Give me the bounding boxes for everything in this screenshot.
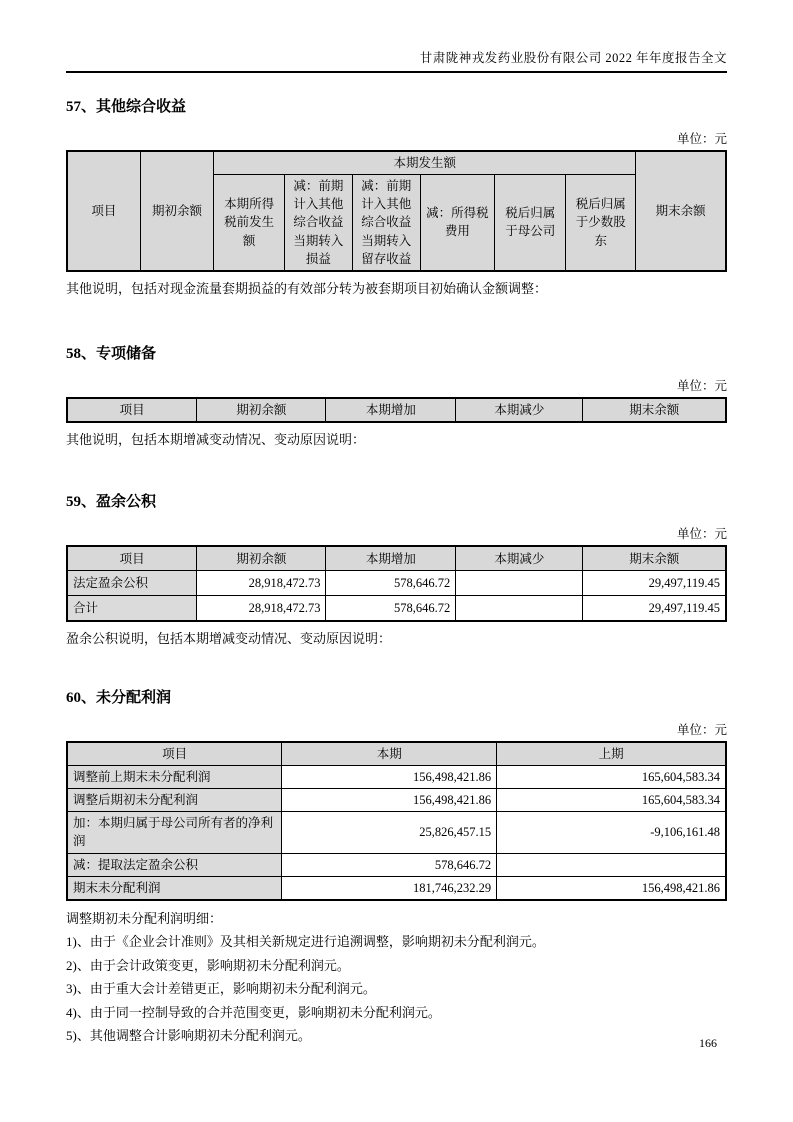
note-line: 调整期初未分配利润明细：	[66, 910, 223, 926]
section-60-title: 60、未分配利润	[66, 689, 172, 706]
section-58-title: 58、专项储备	[66, 345, 157, 362]
section-60-unit-label: 单位：元	[676, 722, 727, 737]
table-row	[67, 766, 726, 789]
t59-header-decrease: 本期减少	[456, 546, 583, 571]
section-57-note: 其他说明，包括对现金流量套期损益的有效部分转为被套期项目初始确认金额调整：	[66, 280, 548, 296]
t59-row0-increase: 578,646.72	[326, 571, 456, 596]
note-line: 2)、由于会计政策变更，影响期初未分配利润元。	[66, 957, 350, 973]
surplus-reserve-table	[66, 545, 727, 622]
t60-row1-name: 调整后期初未分配利润	[67, 789, 282, 812]
t58-header-increase: 本期增加	[326, 398, 456, 422]
page-number: 166	[699, 1036, 717, 1050]
t59-row1-closing: 29,497,119.45	[583, 596, 726, 621]
note-line: 3)、由于重大会计差错更正，影响期初未分配利润元。	[66, 981, 376, 997]
t59-row1-increase: 578,646.72	[326, 596, 456, 621]
t59-row1-name: 合计	[67, 596, 197, 621]
t60-row2-current: 25,826,457.15	[282, 812, 497, 853]
table-row	[67, 571, 726, 596]
t59-row1-decrease	[456, 596, 583, 621]
t60-row3-current: 578,646.72	[282, 853, 497, 876]
t58-header-closing-balance: 期末余额	[583, 398, 726, 422]
note-line: 5)、其他调整合计影响期初未分配利润元。	[66, 1028, 311, 1044]
t58-header-item: 项目	[67, 398, 197, 422]
t57-subheader-transfer-to-retained: 减：前期计入其他综合收益当期转入留存收益	[352, 175, 420, 271]
section-58-unit-label: 单位：元	[676, 378, 727, 393]
t60-header-item: 项目	[67, 742, 282, 766]
t59-row0-opening: 28,918,472.73	[197, 571, 326, 596]
t60-row0-name: 调整前上期末未分配利润	[67, 766, 282, 789]
t58-header-decrease: 本期减少	[456, 398, 583, 422]
undistributed-profit-table	[66, 741, 727, 901]
t60-row2-prior: -9,106,161.48	[497, 812, 726, 853]
section-58-note: 其他说明，包括本期增减变动情况、变动原因说明：	[66, 431, 366, 447]
t59-row1-opening: 28,918,472.73	[197, 596, 326, 621]
t60-row3-prior	[497, 853, 726, 876]
t57-subheader-parent-company: 税后归属于母公司	[495, 175, 566, 271]
t57-subheader-income-tax: 减：所得税费用	[420, 175, 494, 271]
t60-row4-current: 181,746,232.29	[282, 876, 497, 900]
t60-row4-prior: 156,498,421.86	[497, 876, 726, 900]
special-reserve-table	[66, 397, 727, 423]
section-60-notes	[66, 911, 727, 1045]
table-row	[67, 876, 726, 900]
t60-row1-current: 156,498,421.86	[282, 789, 497, 812]
t59-header-item: 项目	[67, 546, 197, 571]
t59-row0-decrease	[456, 571, 583, 596]
document-header	[66, 0, 727, 73]
t57-subheader-transfer-to-pl: 减：前期计入其他综合收益当期转入损益	[284, 175, 352, 271]
section-57-unit-label: 单位：元	[676, 132, 727, 146]
t57-subheader-minority: 税后归属于少数股东	[566, 175, 636, 271]
t60-row4-name: 期末未分配利润	[67, 876, 282, 900]
t58-header-opening-balance: 期初余额	[197, 398, 326, 422]
document-title: 甘肃陇神戎发药业股份有限公司 2022 年年度报告全文	[419, 51, 727, 65]
t60-header-prior-period: 上期	[497, 742, 726, 766]
t60-header-current-period: 本期	[282, 742, 497, 766]
table-row	[67, 789, 726, 812]
note-line: 1)、由于《企业会计准则》及其相关新规定进行追溯调整，影响期初未分配利润元。	[66, 934, 545, 950]
t57-header-closing-balance: 期末余额	[636, 151, 726, 271]
section-59-note: 盈余公积说明，包括本期增减变动情况、变动原因说明：	[66, 630, 392, 646]
t59-header-opening-balance: 期初余额	[197, 546, 326, 571]
table-row	[67, 812, 726, 853]
t60-row2-name: 加：本期归属于母公司所有者的净利润	[67, 812, 282, 853]
t59-row0-name: 法定盈余公积	[67, 571, 197, 596]
t59-header-closing-balance: 期末余额	[583, 546, 726, 571]
section-59-unit-label: 单位：元	[676, 526, 727, 541]
section-57-title: 57、其他综合收益	[66, 99, 187, 115]
t60-row0-current: 156,498,421.86	[282, 766, 497, 789]
other-comprehensive-income-table	[66, 150, 727, 272]
t57-subheader-pretax-amount: 本期所得税前发生额	[214, 175, 285, 271]
t59-row0-closing: 29,497,119.45	[583, 571, 726, 596]
section-59-title: 59、盈余公积	[66, 493, 157, 510]
table-row	[67, 853, 726, 876]
t57-header-item: 项目	[67, 151, 140, 271]
t57-header-current-period-group: 本期发生额	[214, 151, 636, 175]
t60-row0-prior: 165,604,583.34	[497, 766, 726, 789]
table-row	[67, 596, 726, 621]
t60-row1-prior: 165,604,583.34	[497, 789, 726, 812]
note-line: 4)、由于同一控制导致的合并范围变更，影响期初未分配利润元。	[66, 1004, 441, 1020]
t57-header-opening-balance: 期初余额	[140, 151, 214, 271]
t59-header-increase: 本期增加	[326, 546, 456, 571]
t60-row3-name: 减：提取法定盈余公积	[67, 853, 282, 876]
